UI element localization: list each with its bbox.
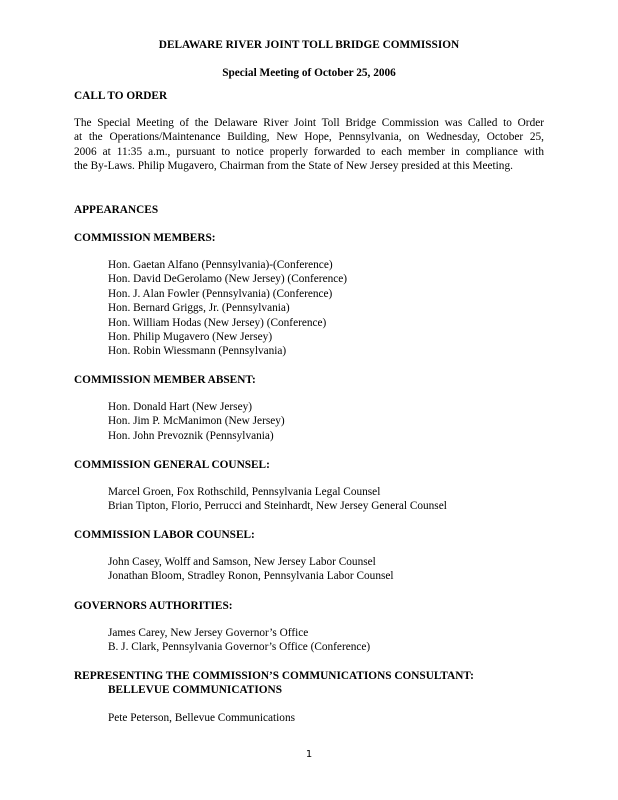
communications-heading-line: BELLEVUE COMMUNICATIONS [108, 684, 282, 697]
list-item: Brian Tipton, Florio, Perrucci and Steinhardt, New Jersey General Counsel [108, 500, 447, 513]
list-item: James Carey, New Jersey Governor’s Office [108, 627, 309, 639]
list-item: Hon. Jim P. McManimon (New Jersey) [108, 415, 285, 428]
communications-list [108, 711, 568, 725]
paragraph-line: the By-Laws. Philip Mugavero, Chairman from the State of New Jersey presided at this Meeting. [74, 160, 513, 173]
list-item: Pete Peterson, Bellevue Communications [108, 712, 295, 724]
organization-title: DELAWARE RIVER JOINT TOLL BRIDGE COMMISSION [158, 39, 460, 51]
list-item: Jonathan Bloom, Stradley Ronon, Pennsylvania Labor Counsel [108, 570, 394, 583]
list-item: Hon. Philip Mugavero (New Jersey) [108, 331, 273, 344]
general-counsel-list [108, 485, 568, 514]
list-item: B. J. Clark, Pennsylvania Governor’s Office (Conference) [108, 641, 371, 654]
labor-counsel-list [108, 555, 568, 584]
list-item: Hon. William Hodas (New Jersey) (Conference) [108, 316, 327, 329]
page-number: 1 [305, 749, 313, 760]
appearances-heading: APPEARANCES [74, 204, 159, 216]
paragraph-line: 2006 at 11:35 a.m., pursuant to notice properly forwarded to each member in compliance with [74, 145, 544, 158]
members-absent-heading: COMMISSION MEMBER ABSENT: [74, 374, 256, 386]
list-item: John Casey, Wolff and Samson, New Jersey Labor Counsel [108, 556, 376, 568]
list-item: Hon. David DeGerolamo (New Jersey) (Conference) [108, 273, 348, 286]
communications-heading [74, 669, 574, 698]
governors-authorities-heading: GOVERNORS AUTHORITIES: [74, 600, 233, 612]
commission-members-list [108, 258, 568, 359]
labor-counsel-heading: COMMISSION LABOR COUNSEL: [74, 529, 255, 541]
members-absent-list [108, 400, 568, 443]
paragraph-line: at the Operations/Maintenance Building, New Hope, Pennsylvania, on Wednesday, October 25, [74, 131, 544, 144]
list-item: Hon. Robin Wiessmann (Pennsylvania) [108, 345, 287, 358]
governors-authorities-list [108, 626, 568, 655]
list-item: Hon. J. Alan Fowler (Pennsylvania) (Conference) [108, 287, 333, 300]
general-counsel-heading: COMMISSION GENERAL COUNSEL: [74, 459, 270, 471]
list-item: Hon. Gaetan Alfano (Pennsylvania)-(Conference) [108, 259, 333, 271]
call-to-order-heading: CALL TO ORDER [74, 90, 168, 102]
communications-heading-line: REPRESENTING THE COMMISSION’S COMMUNICATIONS CONSULTANT: [74, 670, 474, 682]
list-item: Hon. Donald Hart (New Jersey) [108, 401, 252, 413]
list-item: Marcel Groen, Fox Rothschild, Pennsylvania Legal Counsel [108, 486, 381, 498]
meeting-title: Special Meeting of October 25, 2006 [222, 67, 396, 79]
list-item: Hon. John Prevoznik (Pennsylvania) [108, 429, 274, 442]
list-item: Hon. Bernard Griggs, Jr. (Pennsylvania) [108, 302, 290, 315]
call-to-order-paragraph [74, 116, 544, 174]
commission-members-heading: COMMISSION MEMBERS: [74, 232, 216, 244]
paragraph-line: The Special Meeting of the Delaware River Joint Toll Bridge Commission was Called to Order [74, 117, 544, 129]
